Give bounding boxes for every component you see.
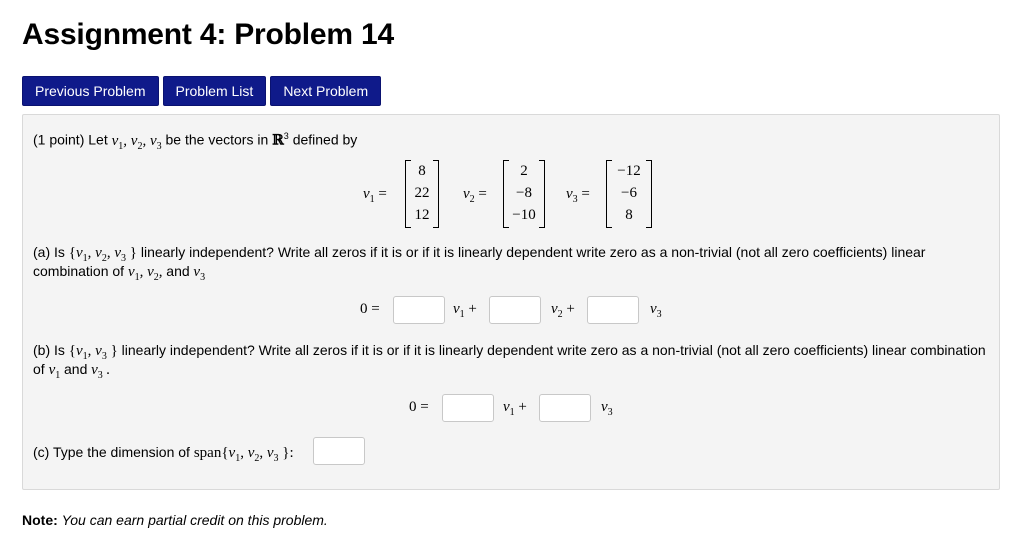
part-b-lhs: 0 = — [409, 399, 429, 415]
previous-problem-button[interactable]: Previous Problem — [22, 76, 159, 106]
part-c-span-expr: $span\{v_1$, $v_2$, $v_3$ }: — [193, 445, 294, 464]
problem-intro: (1 point) Let $v_1$, $v_2$, $v_3$ be the vectors in ℝ$^3$ defined by — [33, 131, 358, 152]
v1-entry-3: 12 — [414, 207, 430, 223]
v2-entry-2: −8 — [516, 185, 532, 201]
part-b-term-2: $v_3$ — [601, 399, 613, 418]
v1-entry-2: 22 — [414, 185, 430, 201]
part-a-term-3: $v_3$ — [650, 301, 662, 320]
part-b-term-1: $v_1$ + — [503, 399, 527, 418]
part-c-dimension-input[interactable] — [313, 437, 365, 465]
intro-vector-list: $v_1$, $v_2$, $v_3$ — [111, 132, 162, 152]
vector-v1-matrix — [405, 160, 439, 228]
vector-v3-matrix — [606, 160, 652, 228]
problem-panel — [22, 114, 1000, 490]
vector-v2-label: $v_2$ = — [463, 186, 487, 205]
part-b-coefficient-2-input[interactable] — [539, 394, 591, 422]
problem-navigation — [22, 76, 381, 106]
part-a-coefficient-2-input[interactable] — [489, 296, 541, 324]
part-a-text-line1: (a) Is {$v_1$, $v_2$, $v_3$ } linearly independent? Write all zeros if it is or if it is linearly dependent write zero as a non-trivial (not all zero coefficients) linear — [33, 244, 926, 264]
vector-v2-matrix — [503, 160, 545, 228]
partial-credit-note: Note: You can earn partial credit on this problem. — [22, 512, 328, 528]
part-b-coefficient-1-input[interactable] — [442, 394, 494, 422]
v3-entry-1: −12 — [617, 163, 641, 179]
v3-entry-2: −6 — [621, 185, 637, 201]
part-b-text-line1: (b) Is {$v_1$, $v_3$ } linearly independent? Write all zeros if it is or if it is linearly dependent write zero as a non-trivial (not all zero coefficients) linear combination — [33, 342, 986, 362]
v2-entry-1: 2 — [520, 163, 528, 179]
part-a-coefficient-3-input[interactable] — [587, 296, 639, 324]
next-problem-button[interactable]: Next Problem — [270, 76, 381, 106]
page-title: Assignment 4: Problem 14 — [22, 18, 394, 51]
vector-v3-label: $v_3$ = — [566, 186, 590, 205]
v3-entry-3: 8 — [625, 207, 633, 223]
v1-entry-1: 8 — [418, 163, 426, 179]
real-space-symbol: ℝ — [272, 132, 284, 149]
vector-v1-label: $v_1$ = — [363, 186, 387, 205]
part-a-coefficient-1-input[interactable] — [393, 296, 445, 324]
part-a-set: {$v_1$, $v_2$, $v_3$ } — [68, 245, 137, 264]
part-b-text-line2: of $v_1$ and $v_3$ . — [33, 361, 111, 381]
part-a-term-2: $v_2$ + — [551, 301, 575, 320]
part-a-term-1: $v_1$ + — [453, 301, 477, 320]
part-a-text-line2: combination of $v_1$, $v_2$, and $v_3$ — [33, 263, 206, 283]
problem-list-button[interactable]: Problem List — [163, 76, 267, 106]
part-a-lhs: 0 = — [360, 301, 380, 317]
part-c-text: (c) Type the dimension of $span\{v_1$, $v_2$, $v_3$ }: — [33, 444, 294, 464]
part-b-set: {$v_1$, $v_3$ } — [68, 343, 118, 362]
part-b-vars: $v_1$ and $v_3$ . — [48, 361, 111, 381]
part-a-vars: $v_1$, $v_2$, and $v_3$ — [127, 263, 206, 283]
v2-entry-3: −10 — [512, 207, 536, 223]
